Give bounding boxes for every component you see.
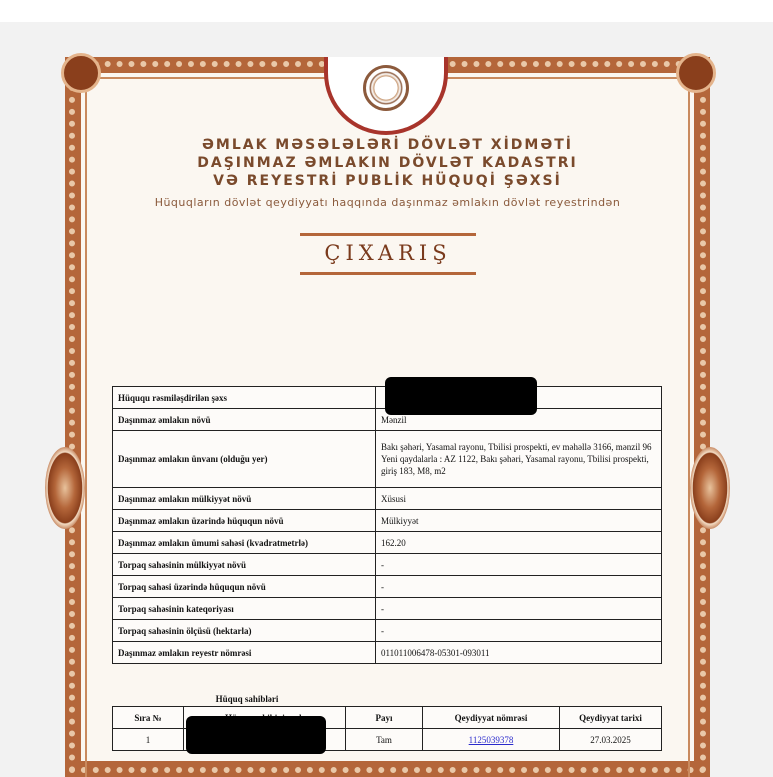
coat-of-arms-icon [363,65,409,111]
redaction-block [186,716,326,754]
table-row [113,488,662,510]
registration-number-link[interactable]: 1125039378 [468,734,514,745]
header-subtitle: Hüquqların dövlət qeydiyyatı haqqında daşınmaz əmlakın dövlət reyestrindən [154,196,621,209]
side-rosette-right [690,447,730,529]
field-value: Xüsusi [376,488,662,510]
document-title-frame [300,233,476,275]
address-old: Bakı şəhəri, Yasamal rayonu, Tbilisi prospekti, ev məhəllə 3166, mənzil 96 [381,442,652,452]
table-row [113,532,662,554]
field-label: Daşınmaz əmlakın mülkiyyət növü [113,488,376,510]
column-header: Payı [346,707,423,729]
table-row [113,510,662,532]
field-value [376,431,662,488]
certificate [65,57,710,777]
field-value: - [376,620,662,642]
corner-ornament [61,53,101,93]
header-line-1: ƏMLAK MƏSƏLƏLƏRİ DÖVLƏT XİDMƏTİ [202,137,573,153]
property-details-table [112,386,662,664]
field-value: Mülkiyyət [376,510,662,532]
field-label: Torpaq sahəsinin mülkiyyət növü [113,554,376,576]
field-label: Torpaq sahəsinin ölçüsü (hektarla) [113,620,376,642]
table-row [113,642,662,664]
table-row [113,598,662,620]
field-label: Torpaq sahəsi üzərində hüququn növü [113,576,376,598]
side-rosette-left [45,447,85,529]
field-value: - [376,576,662,598]
registration-number-cell [423,729,560,751]
field-label: Daşınmaz əmlakın üzərində hüququn növü [113,510,376,532]
redaction-block [385,377,537,415]
field-label: Daşınmaz əmlakın ümumi sahəsi (kvadratmetrlə) [113,532,376,554]
field-value: 162.20 [376,532,662,554]
field-value: - [376,554,662,576]
field-label: Hüququ rəsmiləşdirilən şəxs [113,387,376,409]
table-row [113,576,662,598]
column-header: Sıra № [113,707,184,729]
field-label: Daşınmaz əmlakın ünvanı (olduğu yer) [113,431,376,488]
column-header: Qeydiyyat tarixi [560,707,662,729]
column-header: Qeydiyyat nömrəsi [423,707,560,729]
header-line-3: VƏ REYESTRİ PUBLİK HÜQUQİ ŞƏXSİ [213,173,562,189]
table-row [113,431,662,488]
field-value: - [376,598,662,620]
field-label: Daşınmaz əmlakın reyestr nömrəsi [113,642,376,664]
address-new: Yeni qaydalarla : AZ 1122, Bakı şəhəri, Yasamal rayonu, Tbilisi prospekti, giriş 183, M8, m2 [381,454,649,476]
document-title: ÇIXARIŞ [324,241,452,265]
table-row [113,554,662,576]
field-label: Torpaq sahəsinin kateqoriyası [113,598,376,620]
field-label: Daşınmaz əmlakın növü [113,409,376,431]
owners-caption: Hüquq sahibləri [215,694,279,704]
table-row [113,620,662,642]
owner-share: Tam [346,729,423,751]
field-value: 011011006478-05301-093011 [376,642,662,664]
field-value: Mənzil [376,409,662,431]
corner-ornament [676,53,716,93]
screen-top-edge [0,0,773,22]
registration-date: 27.03.2025 [560,729,662,751]
row-number: 1 [113,729,184,751]
header-line-2: DAŞINMAZ ƏMLAKIN DÖVLƏT KADASTRI [197,155,578,171]
